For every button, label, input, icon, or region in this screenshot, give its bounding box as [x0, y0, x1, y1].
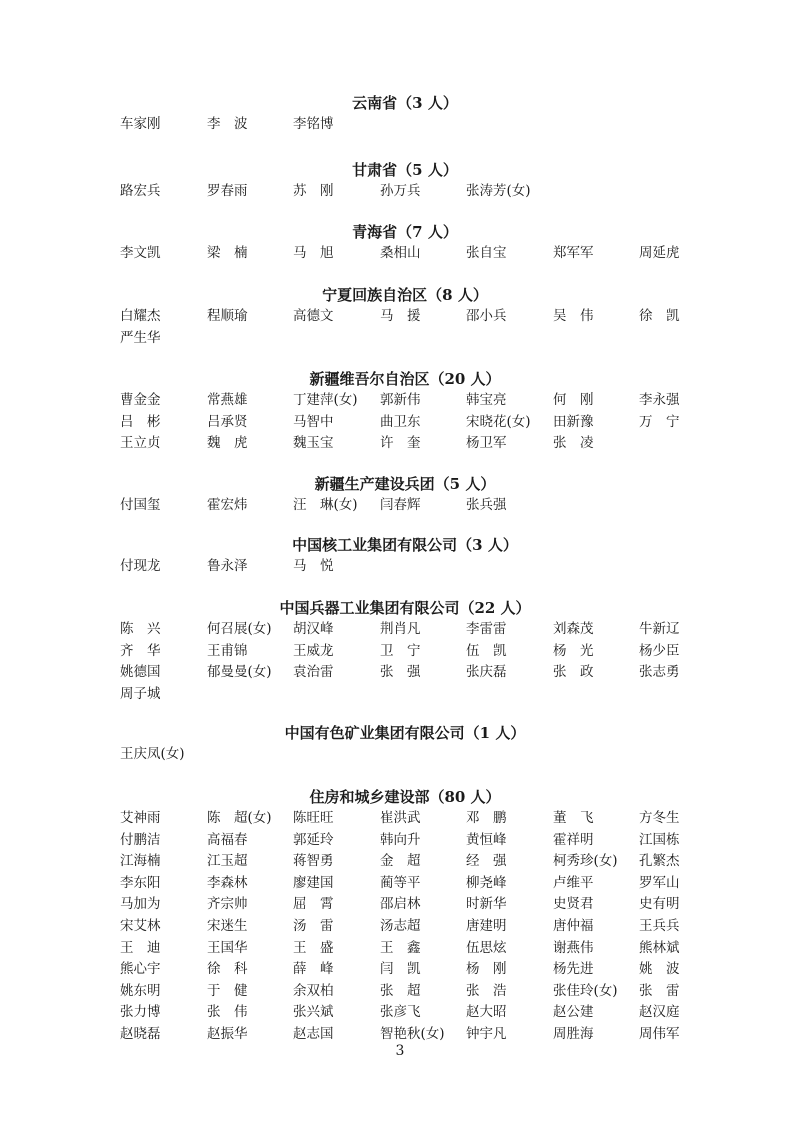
person-name: 熊林斌 — [639, 939, 680, 956]
person-name: 霍宏炜 — [207, 497, 248, 513]
person-name: 卫 宁 — [380, 642, 421, 659]
person-name: 车家刚 — [120, 116, 161, 132]
person-name: 王甫锦 — [207, 642, 248, 659]
person-name: 郁曼曼(女) — [207, 664, 272, 681]
person-name: 汤志超 — [380, 917, 421, 934]
section-heading: 新疆维吾尔自治区（20 人） — [309, 370, 501, 388]
roster-section — [120, 159, 690, 203]
roster-section — [120, 722, 690, 766]
name-row — [120, 412, 690, 434]
person-name: 张彦飞 — [380, 1004, 421, 1021]
name-row — [120, 556, 690, 578]
person-name: 孙万兵 — [380, 183, 421, 199]
person-name: 付现龙 — [120, 558, 161, 574]
person-name: 金 超 — [380, 853, 421, 870]
person-name: 陈旺旺 — [293, 810, 334, 826]
person-name: 袁治雷 — [293, 664, 334, 681]
person-name: 张 浩 — [466, 982, 507, 999]
name-row — [120, 390, 690, 412]
person-name: 罗春雨 — [207, 183, 248, 199]
name-row — [120, 851, 690, 873]
person-name: 徐 凯 — [639, 308, 680, 324]
person-name: 李东阳 — [120, 874, 161, 891]
section-heading: 中国有色矿业集团有限公司（1 人） — [284, 724, 526, 742]
name-row — [120, 959, 690, 981]
person-name: 方冬生 — [639, 810, 680, 826]
person-name: 曲卫东 — [380, 413, 421, 430]
person-name: 史有明 — [639, 896, 680, 913]
person-name: 苏 刚 — [293, 183, 334, 199]
person-name: 魏 虎 — [207, 435, 248, 452]
person-name: 闫春辉 — [380, 497, 421, 513]
person-name: 张力博 — [120, 1004, 161, 1021]
person-name: 魏玉宝 — [293, 435, 334, 452]
person-name: 柳尧峰 — [466, 874, 507, 891]
name-row — [120, 243, 690, 265]
person-name: 张自宝 — [466, 245, 507, 261]
person-name: 田新豫 — [553, 413, 594, 430]
name-row — [120, 619, 690, 641]
name-row — [120, 662, 690, 684]
person-name: 李森林 — [207, 874, 248, 891]
roster-section — [120, 368, 690, 455]
person-name: 齐宗帅 — [207, 896, 248, 913]
person-name: 高德文 — [293, 308, 334, 324]
person-name: 于 健 — [207, 982, 248, 999]
person-name: 张兵强 — [466, 497, 507, 513]
person-name: 李永强 — [639, 392, 680, 408]
person-name: 邓 鹏 — [466, 810, 507, 826]
person-name: 赵振华 — [207, 1025, 248, 1042]
person-name: 张涛芳(女) — [466, 183, 531, 199]
person-name: 吕 彬 — [120, 413, 161, 430]
person-name: 汤 雷 — [293, 917, 334, 934]
name-row — [120, 916, 690, 938]
person-name: 赵志国 — [293, 1025, 334, 1042]
person-name: 赵公建 — [553, 1004, 594, 1021]
person-name: 时新华 — [466, 896, 507, 913]
person-name: 程顺瑜 — [207, 308, 248, 324]
person-name: 薛 峰 — [293, 961, 334, 978]
person-name: 宋晓花(女) — [466, 413, 531, 430]
person-name: 郭延玲 — [293, 831, 334, 848]
person-name: 张 政 — [553, 664, 594, 681]
person-name: 江国栋 — [639, 831, 680, 848]
person-name: 付鹏洁 — [120, 831, 161, 848]
person-name: 姚东明 — [120, 982, 161, 999]
person-name: 周伟军 — [639, 1025, 680, 1042]
person-name: 姚德国 — [120, 664, 161, 681]
person-name: 周胜海 — [553, 1025, 594, 1042]
roster-section — [120, 534, 690, 578]
person-name: 张 强 — [380, 664, 421, 681]
person-name: 马加为 — [120, 896, 161, 913]
person-name: 张志勇 — [639, 664, 680, 681]
person-name: 唐仲福 — [553, 917, 594, 934]
person-name: 陈 超(女) — [207, 810, 272, 826]
person-name: 王 鑫 — [380, 939, 421, 956]
person-name: 艾神雨 — [120, 810, 161, 826]
section-heading: 青海省（7 人） — [352, 223, 458, 241]
person-name: 韩宝亮 — [466, 392, 507, 408]
name-row — [120, 641, 690, 663]
name-row — [120, 938, 690, 960]
person-name: 邵小兵 — [466, 308, 507, 324]
person-name: 经 强 — [466, 853, 507, 870]
person-name: 王国华 — [207, 939, 248, 956]
person-name: 许 奎 — [380, 435, 421, 452]
person-name: 杨 光 — [553, 642, 594, 659]
person-name: 王立贞 — [120, 435, 161, 452]
person-name: 王庆凤(女) — [120, 746, 185, 762]
person-name: 李铭博 — [293, 116, 334, 132]
name-row — [120, 830, 690, 852]
name-row — [120, 684, 690, 706]
person-name: 姚 波 — [639, 961, 680, 978]
person-name: 屈 霄 — [293, 896, 334, 913]
person-name: 熊心宇 — [120, 961, 161, 978]
person-name: 张佳玲(女) — [553, 982, 618, 999]
name-row — [120, 1002, 690, 1024]
person-name: 蒋智勇 — [293, 853, 334, 870]
person-name: 霍祥明 — [553, 831, 594, 848]
person-name: 何 刚 — [553, 392, 594, 408]
name-row — [120, 495, 690, 517]
person-name: 宋艾林 — [120, 917, 161, 934]
person-name: 高福春 — [207, 831, 248, 848]
name-row — [120, 744, 690, 766]
person-name: 万 宁 — [639, 413, 680, 430]
roster-section — [120, 92, 690, 136]
person-name: 张 雷 — [639, 982, 680, 999]
person-name: 胡汉峰 — [293, 621, 334, 637]
person-name: 曹金金 — [120, 392, 161, 408]
person-name: 卢维平 — [553, 874, 594, 891]
person-name: 齐 华 — [120, 642, 161, 659]
person-name: 李文凯 — [120, 245, 161, 261]
person-name: 唐建明 — [466, 917, 507, 934]
section-heading: 中国兵器工业集团有限公司（22 人） — [279, 599, 531, 617]
person-name: 罗军山 — [639, 874, 680, 891]
person-name: 谢燕伟 — [553, 939, 594, 956]
section-heading: 甘肃省（5 人） — [352, 161, 458, 179]
person-name: 蔺等平 — [380, 874, 421, 891]
person-name: 韩向升 — [380, 831, 421, 848]
person-name: 吕承贤 — [207, 413, 248, 430]
person-name: 付国玺 — [120, 497, 161, 513]
person-name: 郑军军 — [553, 245, 594, 261]
person-name: 汪 琳(女) — [293, 497, 358, 513]
name-row — [120, 181, 690, 203]
person-name: 严生华 — [120, 329, 161, 346]
person-name: 路宏兵 — [120, 183, 161, 199]
name-row — [120, 808, 690, 830]
person-name: 杨卫军 — [466, 435, 507, 452]
person-name: 周子城 — [120, 685, 161, 702]
person-name: 杨少臣 — [639, 642, 680, 659]
person-name: 史贤君 — [553, 896, 594, 913]
page-number: 3 — [395, 1043, 405, 1059]
person-name: 钟宇凡 — [466, 1025, 507, 1042]
roster-section — [120, 786, 690, 1046]
person-name: 智艳秋(女) — [380, 1025, 445, 1042]
person-name: 丁建萍(女) — [293, 392, 358, 408]
person-name: 吴 伟 — [553, 308, 594, 324]
person-name: 张 凌 — [553, 435, 594, 452]
person-name: 杨先进 — [553, 961, 594, 978]
person-name: 马 旭 — [293, 245, 334, 261]
name-row — [120, 433, 690, 455]
person-name: 黄恒峰 — [466, 831, 507, 848]
person-name: 李雷雷 — [466, 621, 507, 637]
name-row — [120, 306, 690, 328]
person-name: 杨 刚 — [466, 961, 507, 978]
name-row — [120, 873, 690, 895]
person-name: 刘森茂 — [553, 621, 594, 637]
person-name: 孔繁杰 — [639, 853, 680, 870]
person-name: 陈 兴 — [120, 621, 161, 637]
section-heading: 宁夏回族自治区（8 人） — [322, 286, 488, 304]
section-heading: 新疆生产建设兵团（5 人） — [314, 475, 496, 493]
person-name: 江玉超 — [207, 853, 248, 870]
person-name: 马 悦 — [293, 558, 334, 574]
roster-section — [120, 284, 690, 349]
roster-section — [120, 597, 690, 705]
person-name: 余双柏 — [293, 982, 334, 999]
person-name: 廖建国 — [293, 874, 334, 891]
person-name: 张兴斌 — [293, 1004, 334, 1021]
person-name: 闫 凯 — [380, 961, 421, 978]
person-name: 桑相山 — [380, 245, 421, 261]
section-heading: 云南省（3 人） — [352, 94, 458, 112]
person-name: 王 盛 — [293, 939, 334, 956]
person-name: 赵汉庭 — [639, 1004, 680, 1021]
roster-section — [120, 473, 690, 517]
person-name: 白耀杰 — [120, 308, 161, 324]
section-heading: 中国核工业集团有限公司（3 人） — [292, 536, 518, 554]
person-name: 鲁永泽 — [207, 558, 248, 574]
person-name: 马 援 — [380, 308, 421, 324]
person-name: 徐 科 — [207, 961, 248, 978]
person-name: 郭新伟 — [380, 392, 421, 408]
person-name: 伍思炫 — [466, 939, 507, 956]
person-name: 赵晓磊 — [120, 1025, 161, 1042]
person-name: 王 迪 — [120, 939, 161, 956]
person-name: 宋迷生 — [207, 917, 248, 934]
person-name: 伍 凯 — [466, 642, 507, 659]
person-name: 何召展(女) — [207, 621, 272, 637]
name-row — [120, 328, 690, 350]
person-name: 张 超 — [380, 982, 421, 999]
person-name: 柯秀珍(女) — [553, 853, 618, 870]
person-name: 周延虎 — [639, 245, 680, 261]
person-name: 张庆磊 — [466, 664, 507, 681]
person-name: 张 伟 — [207, 1004, 248, 1021]
name-row — [120, 894, 690, 916]
roster-section — [120, 221, 690, 265]
person-name: 荆肖凡 — [380, 621, 421, 637]
person-name: 邵启林 — [380, 896, 421, 913]
person-name: 江海楠 — [120, 853, 161, 870]
person-name: 王兵兵 — [639, 917, 680, 934]
person-name: 崔洪武 — [380, 810, 421, 826]
name-row — [120, 981, 690, 1003]
person-name: 董 飞 — [553, 810, 594, 826]
person-name: 梁 楠 — [207, 245, 248, 261]
person-name: 赵大昭 — [466, 1004, 507, 1021]
name-row — [120, 114, 690, 136]
section-heading: 住房和城乡建设部（80 人） — [309, 788, 501, 806]
person-name: 李 波 — [207, 116, 248, 132]
person-name: 马智中 — [293, 413, 334, 430]
person-name: 王威龙 — [293, 642, 334, 659]
person-name: 常燕雄 — [207, 392, 248, 408]
person-name: 牛新辽 — [639, 621, 680, 637]
